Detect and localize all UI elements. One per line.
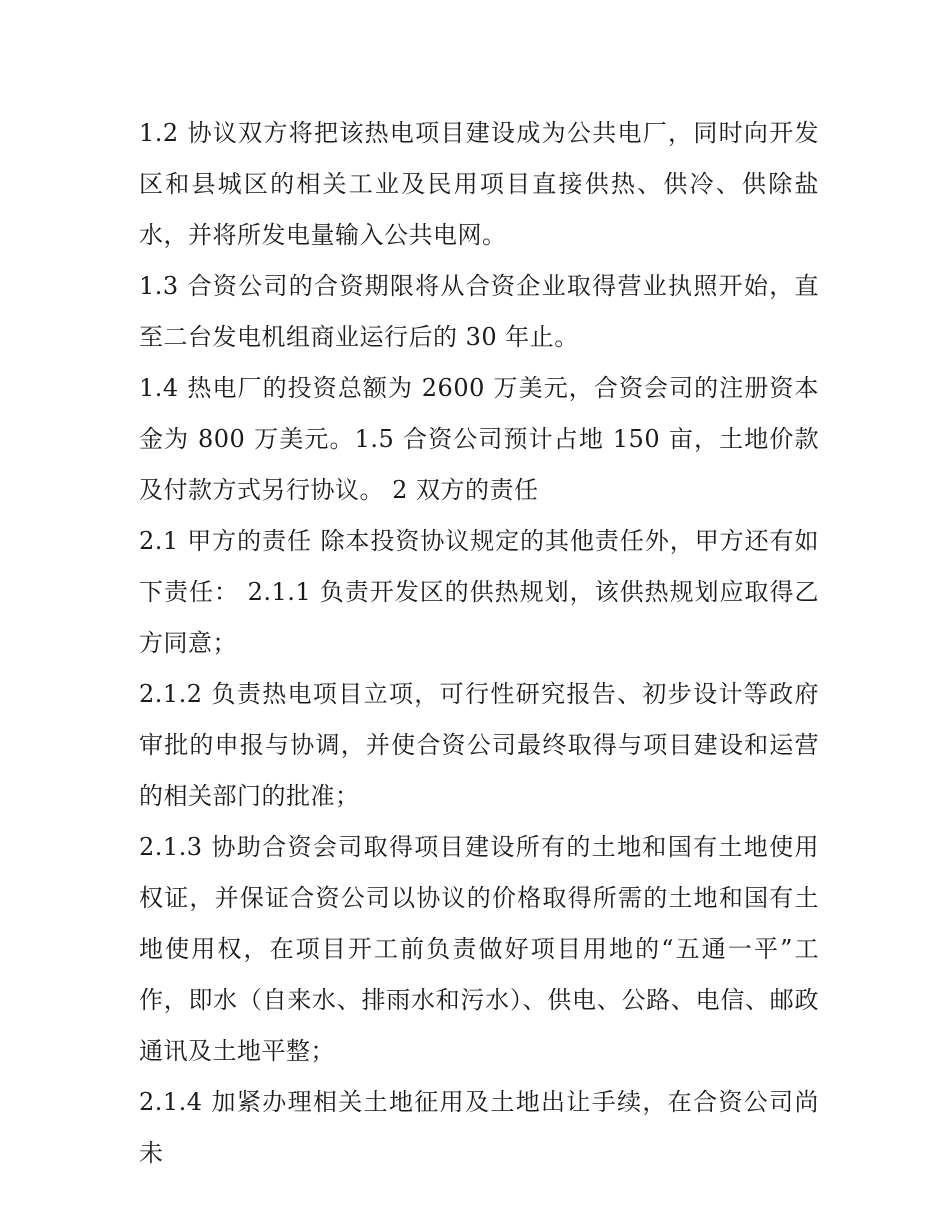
paragraph-2-1-2: 2.1.2 负责热电项目立项，可行性研究报告、初步设计等政府审批的申报与协调，并使合资公司最终取得与项目建设和运营的相关部门的批准； [139,680,819,810]
paragraph-2-1-3: 2.1.3 协助合资会司取得项目建设所有的土地和国有土地使用权证，并保证合资公司以协议的价格取得所需的土地和国有土地使用权，在项目开工前负责做好项目用地的“五通一平”工作，即水（自来水、排雨水和污水）、供电、公路、电信、邮政通讯及土地平整； [139,833,819,1065]
paragraph-1-3: 1.3 合资公司的合资期限将从合资企业取得营业执照开始，直至二台发电机组商业运行后的 30 年止。 [139,272,819,351]
paragraph-1-4: 1.4 热电厂的投资总额为 2600 万美元，合资会司的注册资本金为 800 万美元。1.5 合资公司预计占地 150 亩，土地价款及付款方式另行协议。 2 双方的责任 [139,374,819,504]
document-body [139,108,819,1179]
paragraph-1-2: 1.2 协议双方将把该热电项目建设成为公共电厂，同时向开发区和县城区的相关工业及民用项目直接供热、供冷、供除盐水，并将所发电量输入公共电网。 [139,119,819,249]
paragraph-2-1-4: 2.1.4 加紧办理相关土地征用及土地出让手续，在合资公司尚未 [139,1088,819,1167]
paragraph-2-1: 2.1 甲方的责任 除本投资协议规定的其他责任外，甲方还有如下责任： 2.1.1 负责开发区的供热规划，该供热规划应取得乙方同意； [139,527,819,657]
